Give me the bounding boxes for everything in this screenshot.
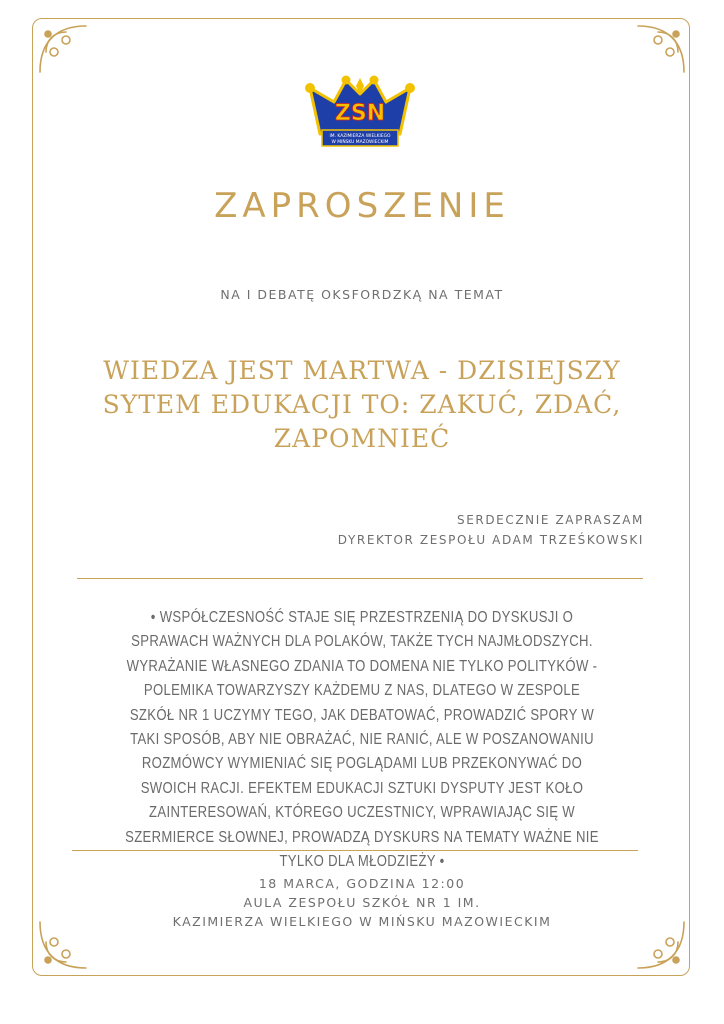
corner-ornament-icon bbox=[36, 22, 90, 76]
subtitle: NA I DEBATĘ OKSFORDZKĄ NA TEMAT bbox=[220, 287, 504, 302]
corner-ornament-icon bbox=[634, 22, 688, 76]
event-place-line-2: KAZIMIERZA WIELKIEGO W MIŃSKU MAZOWIECKIM bbox=[172, 914, 552, 929]
signature-line-1: SERDECZNIE ZAPRASZAM bbox=[457, 513, 644, 527]
event-place-line-1: AULA ZESPOŁU SZKÓŁ NR 1 IM. bbox=[243, 895, 481, 910]
body-paragraph: • WSPÓŁCZESNOŚĆ STAJE SIĘ PRZESTRZENIĄ DO DYSKUSJI O SPRAWACH WAŻNYCH DLA POLAKÓW, TAKŻE TYCH NAJMŁODSZYCH. WYRAŻANIE WŁASNEGO ZDANIA TO DOMENA NIE TYLKO POLITYKÓW - POLEMIKA TOWARZYSZY KAŻDEMU Z NAS, DLATEGO W ZESPOLE SZKÓŁ NR 1 UCZYMY TEGO, JAK DEBATOWAĆ, PROWADZIĆ SPORY W TAKI SPOSÓB, ABY NIE OBRAŻAĆ, NIE RANIĆ, ALE W POSZANOWANIU ROZMÓWCY WYMIENIAĆ SIĘ POGLĄDAMI LUB PRZEKONYWAĆ DO SWOICH RACJI. EFEKTEM EDUKACJI SZTUKI DYSPUTY JEST KOŁO ZAINTERESOWAŃ, KTÓREGO UCZESTNICY, WPRAWIAJĄC SIĘ W SZERMIERCE SŁOWNEJ, PROWADZĄ DYSKURS NA TEMATY WAŻNE NIE TYLKO DLA MŁODZIEŻY • bbox=[125, 609, 599, 871]
svg-text:ZSN: ZSN bbox=[334, 101, 386, 126]
signature-block bbox=[200, 510, 644, 550]
page-title: ZAPROSZENIE bbox=[214, 186, 510, 226]
signature-line-2: DYREKTOR ZESPOŁU ADAM TRZEŚKOWSKI bbox=[337, 533, 644, 547]
svg-text:IM. KAZIMIERZA WIELKIEGO: IM. KAZIMIERZA WIELKIEGO bbox=[329, 134, 391, 139]
event-details bbox=[0, 874, 724, 931]
divider bbox=[77, 578, 643, 579]
event-date-time: 18 MARCA, GODZINA 12:00 bbox=[258, 876, 466, 891]
debate-topic: WIEDZA JEST MARTWA - DZISIEJSZY SYTEM EDUKACJI TO: ZAKUĆ, ZDAĆ, ZAPOMNIEĆ bbox=[102, 356, 622, 453]
crown-logo-icon bbox=[304, 74, 416, 150]
svg-text:W MIŃSKU MAZOWIECKIM: W MIŃSKU MAZOWIECKIM bbox=[331, 140, 389, 145]
divider bbox=[72, 850, 638, 851]
